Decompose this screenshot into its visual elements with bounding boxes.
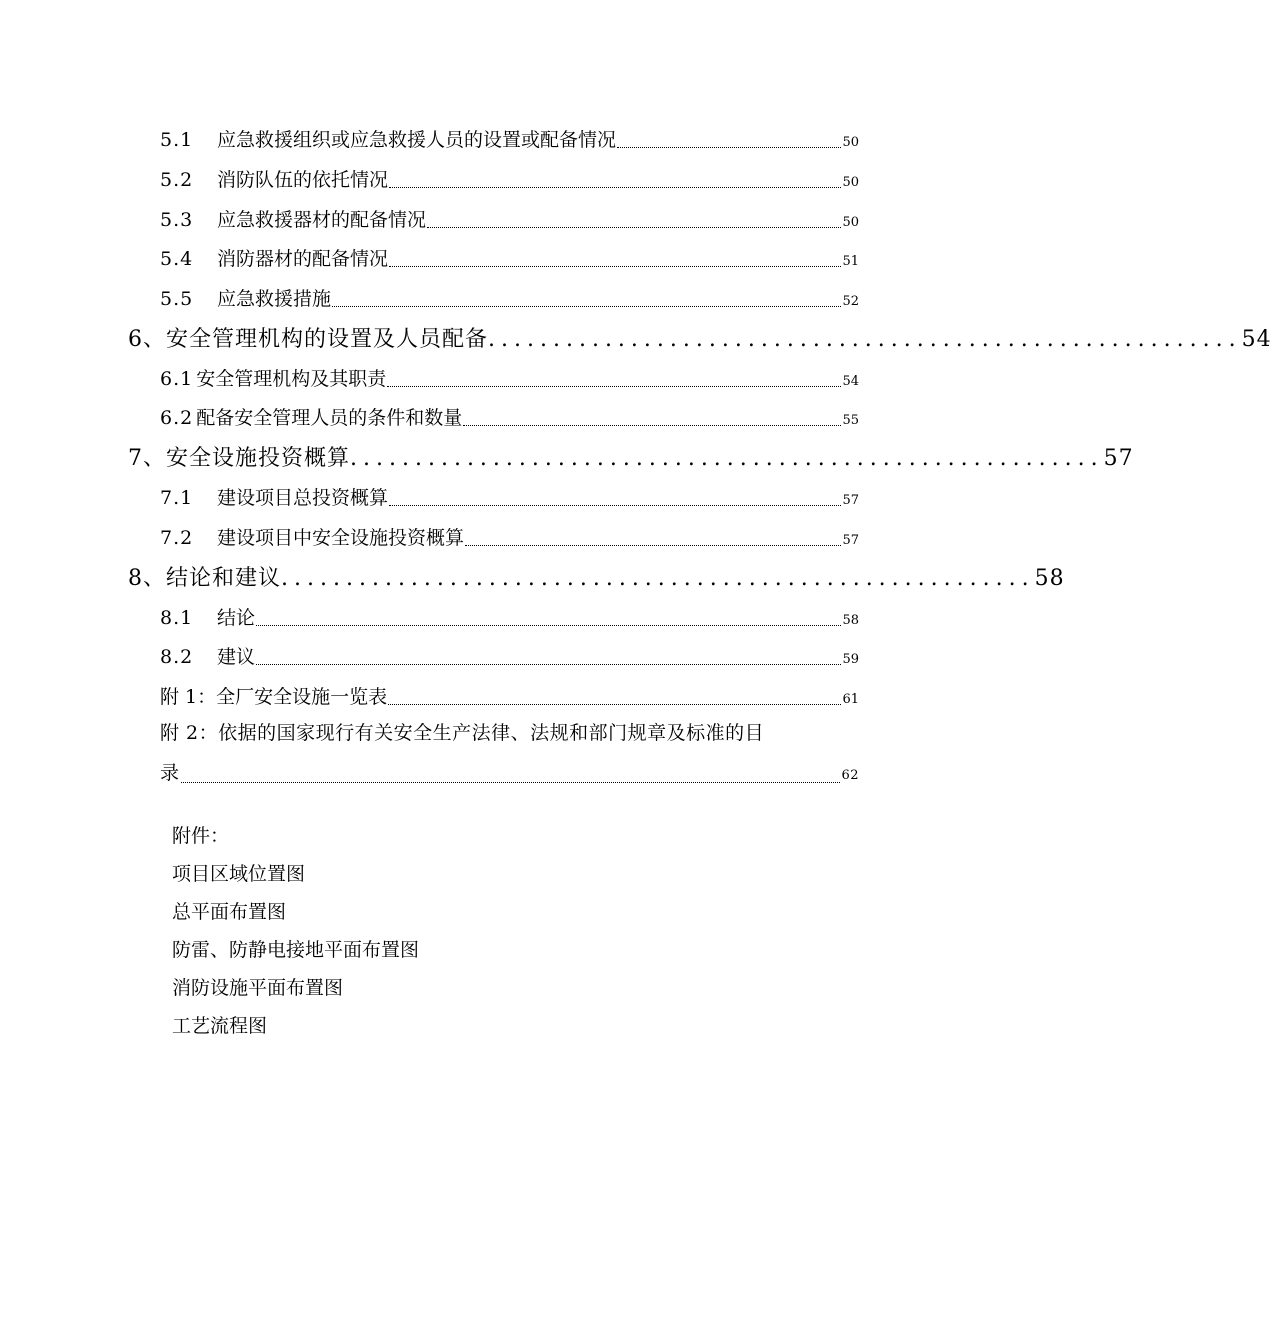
toc-number: 5.5 bbox=[160, 288, 194, 310]
toc-title-line-2 bbox=[160, 753, 859, 796]
toc-number: 8.1 bbox=[160, 607, 194, 629]
toc-entry-8-1[interactable] bbox=[160, 603, 859, 630]
toc-title-line: 附 2：依据的国家现行有关安全生产法律、法规和部门规章及标准的目 bbox=[160, 722, 765, 744]
toc-entry-7-2[interactable] bbox=[160, 523, 859, 550]
toc-leader bbox=[389, 266, 841, 267]
attachments-heading: 附件： bbox=[172, 825, 230, 847]
toc-leader: .......................................................... bbox=[281, 566, 1035, 591]
toc-leader bbox=[387, 386, 841, 387]
toc-title: 安全管理机构及其职责 bbox=[196, 368, 387, 390]
toc-leader bbox=[388, 704, 841, 705]
toc-page: 57 bbox=[842, 533, 859, 548]
toc-entry-6-2[interactable] bbox=[160, 403, 859, 430]
toc-title: 消防队伍的依托情况 bbox=[217, 169, 389, 191]
toc-title: 应急救援措施 bbox=[217, 288, 332, 310]
toc-leader bbox=[181, 782, 841, 783]
toc-entry-8-2[interactable] bbox=[160, 642, 859, 669]
attachment-item: 防雷、防静电接地平面布置图 bbox=[172, 939, 420, 961]
toc-page: 59 bbox=[842, 652, 859, 667]
toc-chapter-title: 7、安全设施投资概算 bbox=[128, 446, 350, 471]
attachment-item: 消防设施平面布置图 bbox=[172, 977, 344, 999]
toc-title: 附 1：全厂安全设施一览表 bbox=[160, 686, 388, 708]
toc-leader bbox=[256, 625, 841, 626]
attachment-item: 总平面布置图 bbox=[172, 901, 287, 923]
toc-chapter-title: 8、结论和建议 bbox=[128, 566, 281, 591]
toc-entry-5-3[interactable] bbox=[160, 205, 859, 232]
toc-number: 6.2 bbox=[160, 407, 194, 429]
toc-number: 7.2 bbox=[160, 527, 194, 549]
toc-title: 建设项目中安全设施投资概算 bbox=[217, 527, 465, 549]
toc-number: 5.3 bbox=[160, 209, 194, 231]
toc-page: 50 bbox=[842, 135, 859, 150]
toc-page: 57 bbox=[842, 493, 859, 508]
toc-entry-7-1[interactable] bbox=[160, 483, 859, 510]
toc-appendix-1[interactable] bbox=[160, 682, 859, 709]
toc-leader bbox=[427, 227, 841, 228]
toc-page: 55 bbox=[842, 413, 859, 428]
toc-number: 5.1 bbox=[160, 129, 194, 151]
toc-title: 结论 bbox=[217, 607, 256, 629]
toc-number: 7.1 bbox=[160, 487, 194, 509]
toc-page: 58 bbox=[842, 613, 859, 628]
toc-page: 58 bbox=[1034, 566, 1065, 591]
toc-number: 5.4 bbox=[160, 248, 194, 270]
toc-leader: .......................................................... bbox=[488, 327, 1242, 352]
toc-page: 52 bbox=[842, 294, 859, 309]
toc-chapter-6[interactable] bbox=[128, 322, 1272, 353]
toc-title: 建议 bbox=[217, 646, 256, 668]
toc-page: 54 bbox=[842, 374, 859, 389]
toc-leader bbox=[256, 664, 841, 665]
toc-entry-5-1[interactable] bbox=[160, 125, 859, 152]
toc-leader bbox=[463, 425, 841, 426]
toc-title: 消防器材的配备情况 bbox=[217, 248, 389, 270]
toc-number: 6.1 bbox=[160, 368, 194, 390]
toc-page: 50 bbox=[842, 215, 859, 230]
attachment-item: 项目区域位置图 bbox=[172, 863, 306, 885]
toc-title: 应急救援组织或应急救援人员的设置或配备情况 bbox=[217, 129, 617, 151]
toc-page: 51 bbox=[842, 254, 859, 269]
toc-leader bbox=[389, 187, 841, 188]
toc-entry-5-2[interactable] bbox=[160, 165, 859, 192]
toc-title: 配备安全管理人员的条件和数量 bbox=[196, 407, 463, 429]
toc-title: 建设项目总投资概算 bbox=[217, 487, 389, 509]
toc-title-continued: 录 bbox=[160, 762, 180, 784]
toc-entry-5-4[interactable] bbox=[160, 244, 859, 271]
toc-page: 50 bbox=[842, 175, 859, 190]
toc-page: 54 bbox=[1241, 327, 1272, 352]
toc-leader bbox=[465, 545, 841, 546]
toc-appendix-2[interactable] bbox=[160, 713, 859, 796]
toc-chapter-8[interactable] bbox=[128, 561, 1065, 592]
attachment-item: 工艺流程图 bbox=[172, 1015, 268, 1037]
toc-page: 61 bbox=[842, 692, 859, 707]
toc-title: 应急救援器材的配备情况 bbox=[217, 209, 427, 231]
toc-entry-6-1[interactable] bbox=[160, 364, 859, 391]
toc-page: 57 bbox=[1103, 446, 1134, 471]
toc-leader: .......................................................... bbox=[350, 446, 1104, 471]
toc-entry-5-5[interactable] bbox=[160, 284, 859, 311]
toc-chapter-7[interactable] bbox=[128, 441, 1134, 472]
toc-number: 5.2 bbox=[160, 169, 194, 191]
toc-leader bbox=[617, 147, 841, 148]
toc-chapter-title: 6、安全管理机构的设置及人员配备 bbox=[128, 327, 488, 352]
toc-leader bbox=[389, 505, 841, 506]
toc-leader bbox=[332, 306, 841, 307]
toc-page: 62 bbox=[841, 768, 859, 783]
toc-number: 8.2 bbox=[160, 646, 194, 668]
